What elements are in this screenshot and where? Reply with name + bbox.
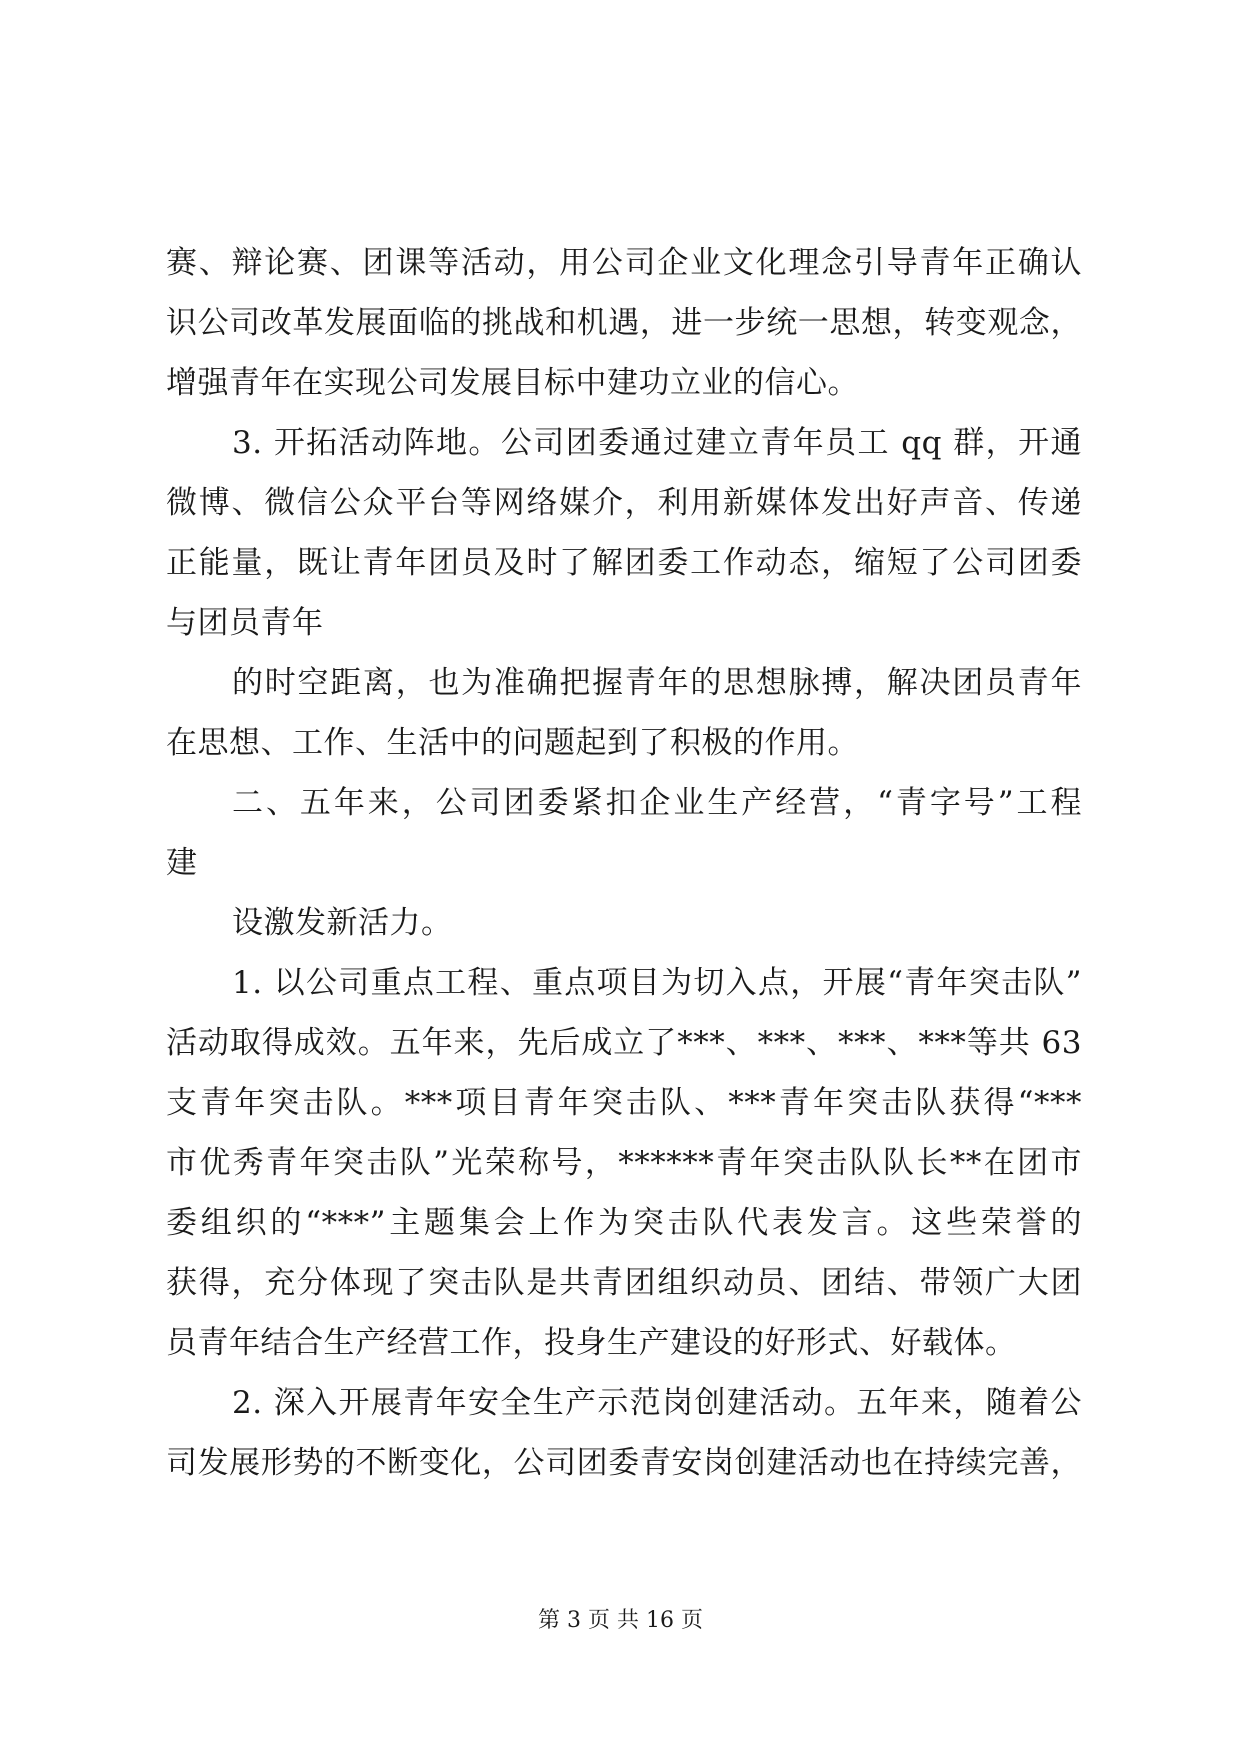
- text-line: 建: [166, 845, 198, 881]
- body-text: [166, 233, 1082, 1493]
- text-line: 微博、微信公众平台等网络媒介，利用新媒体发出好声音、传递: [166, 485, 1082, 521]
- text-line: 正能量，既让青年团员及时了解团委工作动态，缩短了公司团委: [166, 545, 1082, 581]
- text-line: 3. 开拓活动阵地。公司团委通过建立青年员工 qq 群，开通: [232, 425, 1082, 461]
- text-line: 委组织的“***”主题集会上作为突击队代表发言。这些荣誉的: [166, 1205, 1082, 1241]
- text-line: 司发展形势的不断变化，公司团委青安岗创建活动也在持续完善，: [166, 1445, 1082, 1481]
- text-line: 设激发新活力。: [232, 905, 453, 941]
- text-line: 市优秀青年突击队”光荣称号，******青年突击队队长**在团市: [166, 1145, 1082, 1181]
- text-line: 的时空距离，也为准确把握青年的思想脉搏，解决团员青年: [232, 665, 1082, 701]
- text-line: 与团员青年: [166, 605, 324, 641]
- text-line: 员青年结合生产经营工作，投身生产建设的好形式、好载体。: [166, 1325, 1017, 1361]
- text-line: 2. 深入开展青年安全生产示范岗创建活动。五年来，随着公: [232, 1385, 1082, 1421]
- text-line: 赛、辩论赛、团课等活动，用公司企业文化理念引导青年正确认: [166, 245, 1082, 281]
- text-line: 获得，充分体现了突击队是共青团组织动员、团结、带领广大团: [166, 1265, 1082, 1301]
- text-line: 支青年突击队。***项目青年突击队、***青年突击队获得“***: [166, 1085, 1082, 1121]
- text-line: 二、五年来，公司团委紧扣企业生产经营，“青字号”工程: [232, 785, 1082, 821]
- text-line: 在思想、工作、生活中的问题起到了积极的作用。: [166, 725, 859, 761]
- page-number-footer: 第 3 页 共 16 页: [538, 1608, 703, 1633]
- text-line: 活动取得成效。五年来，先后成立了***、***、***、***等共 63: [166, 1025, 1082, 1061]
- text-line: 1. 以公司重点工程、重点项目为切入点，开展“青年突击队”: [232, 965, 1082, 1001]
- text-line: 增强青年在实现公司发展目标中建功立业的信心。: [166, 365, 859, 401]
- text-line: 识公司改革发展面临的挑战和机遇，进一步统一思想，转变观念，: [166, 305, 1082, 341]
